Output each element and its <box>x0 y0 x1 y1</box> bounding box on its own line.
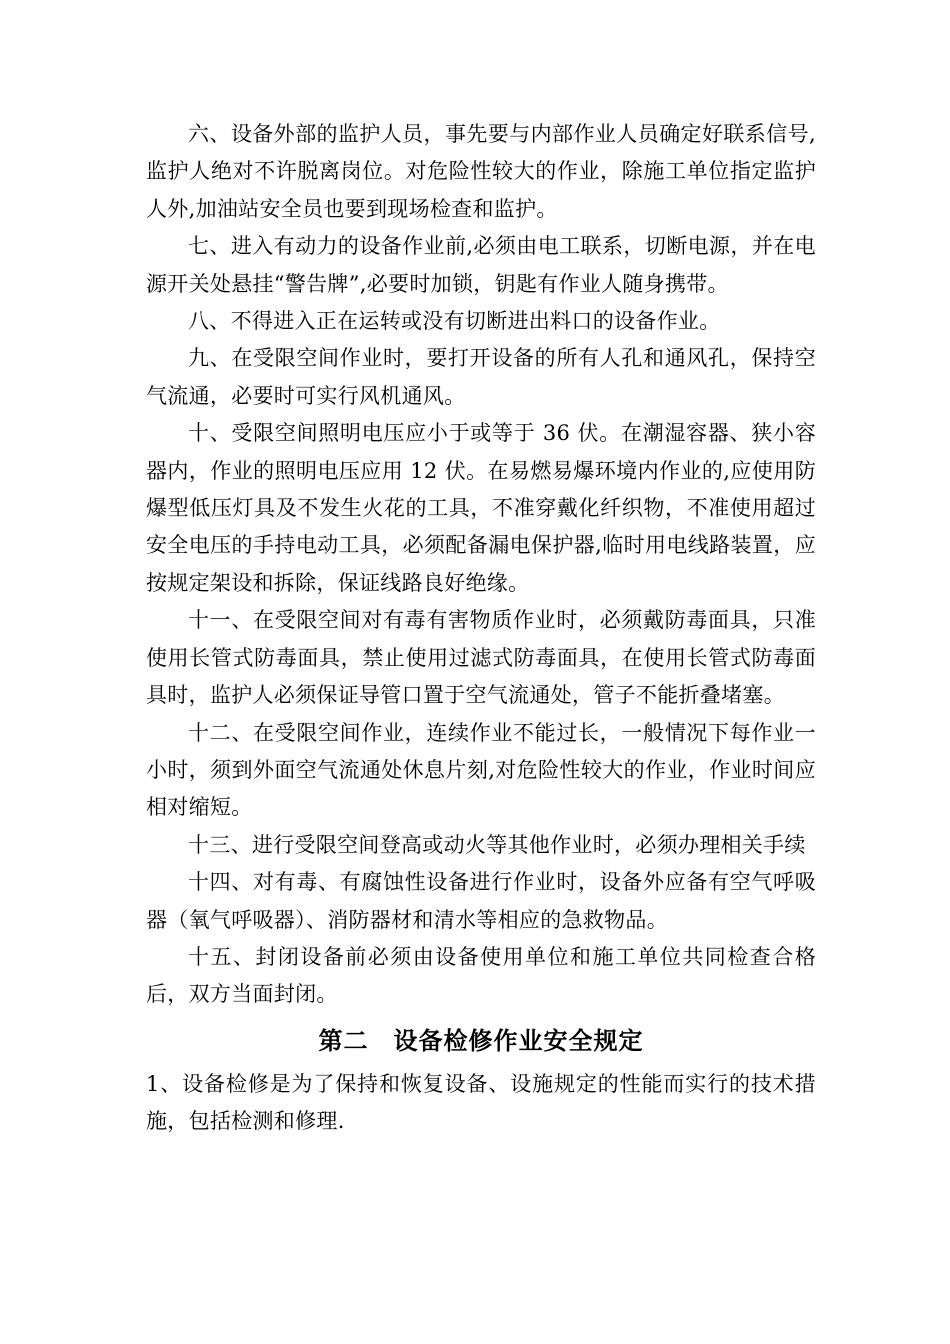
paragraph-rule-9: 九、在受限空间作业时，要打开设备的所有人孔和通风孔，保持空气流通，必要时可实行风机通风。 <box>146 346 816 408</box>
paragraph-rule-10: 十、受限空间照明电压应小于或等于 36 伏。在潮湿容器、狭小容器内，作业的照明电压应用 12 伏。在易燃易爆环境内作业的,应使用防爆型低压灯具及不发生火花的工具，不准穿戴化纤织物，不准使用超过安全电压的手持电动工具，必须配备漏电保护器,临时用电线路装置，应按规定架设和拆除，保证线路良好绝缘。 <box>146 421 816 595</box>
paragraph-item-1: 1、设备检修是为了保持和恢复设备、设施规定的性能而实行的技术措施，包括检测和修理. <box>146 1071 816 1134</box>
paragraph-rule-12: 十二、在受限空间作业，连续作业不能过长，一般情况下每作业一小时，须到外面空气流通处休息片刻,对危险性较大的作业，作业时间应相对缩短。 <box>146 720 816 820</box>
paragraph-rule-7: 七、进入有动力的设备作业前,必须由电工联系，切断电源，并在电源开关处悬挂“警告牌”,必要时加锁，钥匙有作业人随身携带。 <box>146 234 816 296</box>
paragraph-rule-11: 十一、在受限空间对有毒有害物质作业时，必须戴防毒面具，只准使用长管式防毒面具，禁止使用过滤式防毒面具，在使用长管式防毒面具时，监护人必须保证导管口置于空气流通处，管子不能折叠堵塞。 <box>146 608 816 708</box>
paragraph-rule-13: 十三、进行受限空间登高或动火等其他作业时，必须办理相关手续 <box>188 832 806 857</box>
document-page <box>146 116 816 1141</box>
paragraph-rule-6: 六、设备外部的监护人员，事先要与内部作业人员确定好联系信号,监护人绝对不许脱离岗位。对危险性较大的作业，除施工单位指定监护人外,加油站安全员也要到现场检查和监护。 <box>146 122 816 221</box>
paragraph-rule-8: 八、不得进入正在运转或没有切断进出料口的设备作业。 <box>188 309 721 334</box>
paragraph-rule-14: 十四、对有毒、有腐蚀性设备进行作业时，设备外应备有空气呼吸器（氧气呼吸器）、消防器材和清水等相应的急救物品。 <box>146 870 816 932</box>
paragraph-rule-15: 十五、封闭设备前必须由设备使用单位和施工单位共同检查合格后，双方当面封闭。 <box>146 944 816 1007</box>
section-heading: 第二 设备检修作业安全规定 <box>318 1026 644 1055</box>
